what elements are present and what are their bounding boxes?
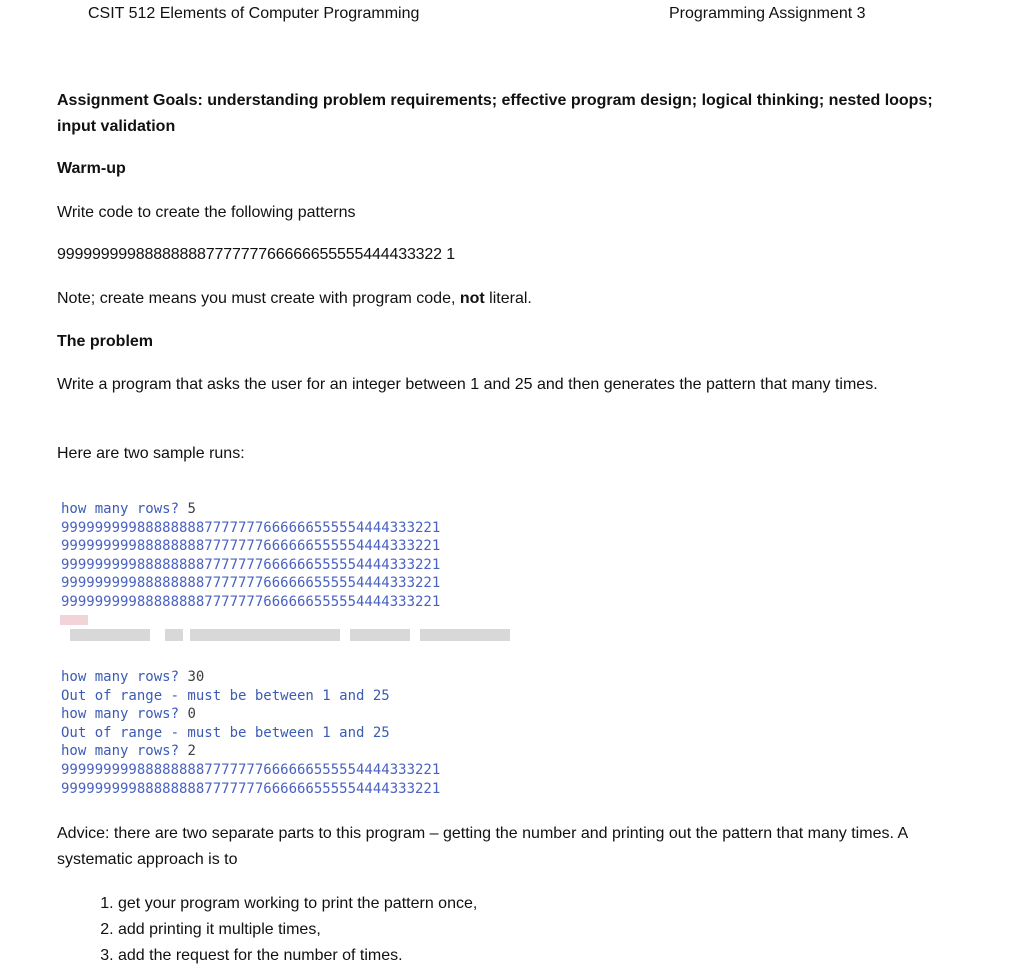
course-title: CSIT 512 Elements of Computer Programming (88, 5, 420, 22)
console-input: 5 (187, 501, 196, 517)
console-error-line: Out of range - must be between 1 and 25 (61, 687, 390, 704)
console-prompt: how many rows? (61, 743, 188, 760)
goals-label: Assignment Goals: (57, 92, 203, 109)
note-text: Note; create means you must create with program code, (57, 290, 460, 307)
console-output-line: 999999999888888887777777666666555554444333221 (61, 593, 441, 610)
console-prompt: how many rows? (61, 706, 188, 723)
console-output-line: 999999999888888887777777666666555554444333221 (61, 538, 441, 555)
warmup-heading: Warm-up (57, 160, 126, 177)
console-prompt-line (61, 500, 440, 519)
redacted-block (190, 629, 340, 641)
problem-description: Write a program that asks the user for an integer between 1 and 25 and then generates the pattern that many times. (57, 376, 878, 393)
warmup-instruction: Write code to create the following patterns (57, 204, 356, 221)
step-item: 1. get your program working to print the pattern once, (118, 891, 477, 917)
console-input: 0 (187, 706, 196, 723)
goals-text: understanding problem requirements; effective program design; logical thinking; nested loops; input validation (57, 92, 933, 135)
step-item: 3. add the request for the number of times. (118, 943, 477, 969)
console-input: 2 (187, 743, 196, 760)
redacted-block (420, 629, 510, 641)
assignment-title: Programming Assignment 3 (669, 5, 866, 22)
redacted-region (60, 615, 520, 645)
console-prompt-line (61, 668, 440, 687)
console-error-line: Out of range - must be between 1 and 25 (61, 724, 390, 741)
console-input: 30 (187, 669, 205, 685)
warmup-note (57, 290, 532, 308)
step-item: 2. add printing it multiple times, (118, 917, 477, 943)
console-output-line: 999999999888888887777777666666555554444333221 (61, 780, 441, 797)
console-prompt: how many rows? (61, 501, 188, 517)
console-output-line: 999999999888888887777777666666555554444333221 (61, 556, 441, 573)
sample-run-1 (61, 500, 440, 612)
sample-intro: Here are two sample runs: (57, 445, 245, 462)
advice-steps (57, 891, 477, 969)
redacted-block (350, 629, 410, 641)
console-prompt-line (61, 705, 440, 724)
console-output-line: 999999999888888887777777666666555554444333221 (61, 575, 441, 592)
assignment-goals (57, 88, 937, 140)
console-output-line: 999999999888888887777777666666555554444333221 (61, 519, 441, 536)
console-prompt: how many rows? (61, 669, 188, 685)
redacted-block (70, 629, 150, 641)
problem-heading: The problem (57, 333, 154, 350)
console-prompt-line (61, 742, 440, 761)
warmup-pattern: 99999999988888888777777766666655555444433322 1 (57, 246, 455, 263)
note-tail: literal. (484, 290, 532, 307)
sample-run-2 (61, 668, 440, 798)
redacted-block (165, 629, 183, 641)
note-emphasis: not (459, 290, 485, 307)
advice-paragraph: Advice: there are two separate parts to this program – getting the number and printing out the pattern that many times. A systematic approach is to (57, 825, 908, 868)
console-output-line: 999999999888888887777777666666555554444333221 (61, 761, 441, 778)
redacted-mark (60, 615, 88, 625)
